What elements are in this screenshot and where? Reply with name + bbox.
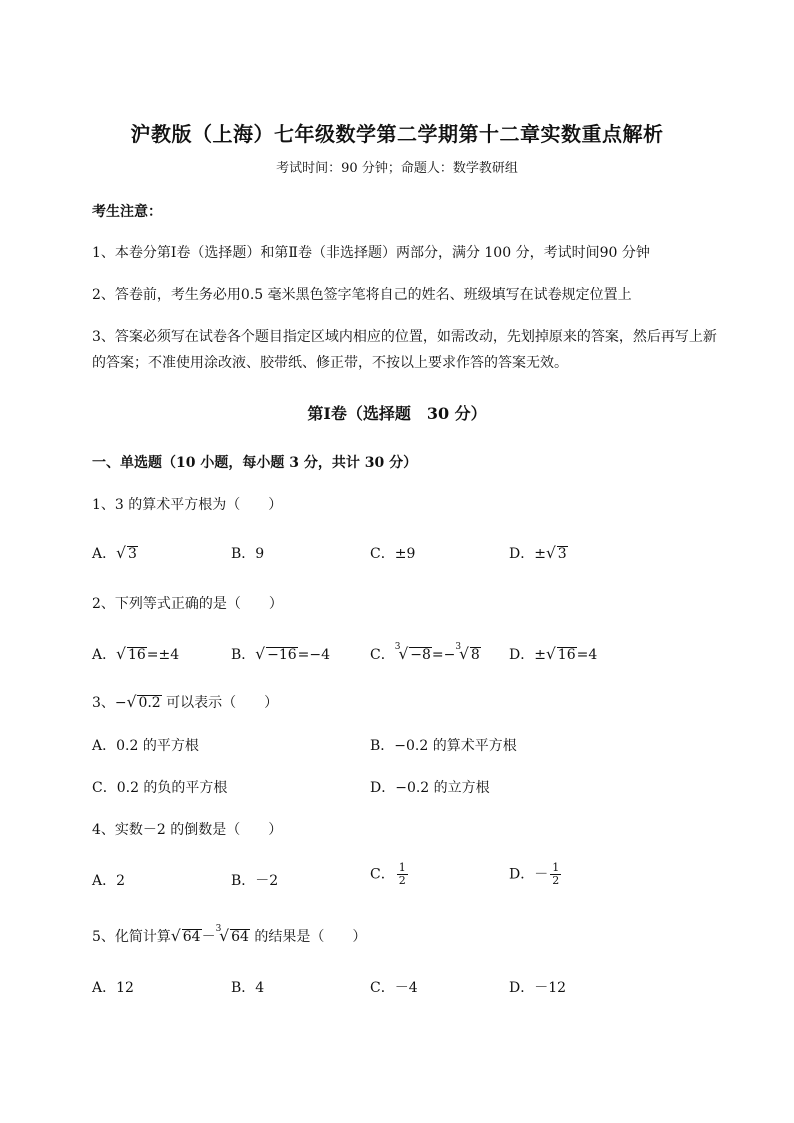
root-index: 3 <box>394 642 401 652</box>
exam-info: 考试时间：90 分钟；命题人：数学教研组 <box>276 161 518 176</box>
expression-rest: =±4 <box>146 647 180 663</box>
denominator: 2 <box>552 874 560 888</box>
question-1-option-d <box>509 543 568 563</box>
fraction <box>550 862 561 887</box>
notice-item-3: 3、答案必须写在试卷各个题目指定区域内相应的位置，如需改动，先划掉原来的答案，然后再写上新 <box>92 329 717 345</box>
question-2-option-d <box>509 644 597 664</box>
question-2-option-c <box>370 644 481 664</box>
radicand: 16 <box>127 647 146 663</box>
option-label: C． <box>370 647 395 663</box>
question-1-option-c: C．±9 <box>370 546 416 562</box>
question-5-stem <box>92 926 366 946</box>
radicand: 64 <box>231 929 249 945</box>
sqrt-symbol: √ <box>116 544 126 562</box>
question-3-option-a: A．0.2 的平方根 <box>92 738 199 754</box>
question-3-stem <box>92 692 278 712</box>
expression-rest: =4 <box>576 647 598 663</box>
sqrt-symbol: √ <box>545 645 556 663</box>
stem-rest: 的结果是（ ） <box>249 929 367 945</box>
expression-rest: =−4 <box>297 647 331 663</box>
notice-item-1: 1、本卷分第Ⅰ卷（选择题）和第Ⅱ卷（非选择题）两部分，满分 100 分，考试时间90 分钟 <box>92 245 650 261</box>
radicand: 0.2 <box>138 695 161 711</box>
radicand: 8 <box>470 647 480 663</box>
question-5-option-c: C．－4 <box>370 980 418 996</box>
sqrt-symbol: √ <box>398 645 409 663</box>
question-1-option-a <box>92 543 138 563</box>
fraction <box>397 862 408 887</box>
question-4-option-a: A．2 <box>92 873 126 889</box>
stem-mid: － <box>201 929 216 945</box>
radicand: −8 <box>410 647 431 663</box>
question-5-option-a: A．12 <box>92 980 134 996</box>
question-3-option-d: D．−0.2 的立方根 <box>370 780 490 796</box>
sqrt-symbol: √ <box>219 927 230 945</box>
question-5-option-b: B．4 <box>231 980 265 996</box>
question-2-stem: 2、下列等式正确的是（ ） <box>92 596 283 612</box>
radicand: 3 <box>127 546 137 562</box>
numerator: 1 <box>552 861 560 874</box>
sqrt-symbol: √ <box>116 645 126 663</box>
stem-prefix: 5、化简计算 <box>92 929 171 945</box>
section-title: 第Ⅰ卷（选择题 30 分） <box>307 404 487 423</box>
radicand: 64 <box>182 929 201 945</box>
sqrt-symbol: √ <box>170 927 181 945</box>
radicand: 16 <box>557 647 576 663</box>
question-4-stem: 4、实数－2 的倒数是（ ） <box>92 822 283 838</box>
question-2-option-a <box>92 644 179 664</box>
question-4-option-b: B．－2 <box>231 873 279 889</box>
expression-mid: =− <box>431 647 456 663</box>
question-5-option-d: D．－12 <box>509 980 567 996</box>
option-label: A． <box>92 546 117 562</box>
stem-prefix: 3、− <box>92 695 127 711</box>
option-label: D．－ <box>509 866 549 883</box>
root-index: 3 <box>455 642 462 652</box>
radicand: 3 <box>557 546 567 562</box>
question-4-option-c <box>370 862 408 887</box>
page-title: 沪教版（上海）七年级数学第二学期第十二章实数重点解析 <box>130 122 664 146</box>
question-1-stem: 1、3 的算术平方根为（ ） <box>92 497 283 513</box>
notice-heading: 考生注意： <box>92 204 162 220</box>
sqrt-symbol: √ <box>255 645 266 663</box>
notice-item-2: 2、答卷前，考生务必用0.5 毫米黑色签字笔将自己的姓名、班级填写在试卷规定位置上 <box>92 287 632 303</box>
option-label: C． <box>370 866 395 883</box>
option-label: A． <box>92 647 117 663</box>
question-3-option-b: B．−0.2 的算术平方根 <box>370 738 517 754</box>
notice-item-3-cont: 的答案；不准使用涂改液、胶带纸、修正带，不按以上要求作答的答案无效。 <box>92 355 568 371</box>
radicand: −16 <box>267 647 297 663</box>
question-1-option-b: B．9 <box>231 546 265 562</box>
sqrt-symbol: √ <box>459 645 469 663</box>
sqrt-symbol: √ <box>545 544 556 562</box>
root-index: 3 <box>215 924 222 934</box>
sqrt-symbol: √ <box>126 693 137 711</box>
question-3-option-c: C．0.2 的负的平方根 <box>92 780 228 796</box>
denominator: 2 <box>398 874 406 888</box>
stem-rest: 可以表示（ ） <box>161 695 279 711</box>
part-heading: 一、单选题（10 小题，每小题 3 分，共计 30 分） <box>92 455 418 471</box>
question-2-option-b <box>231 644 330 664</box>
option-label: B． <box>231 647 256 663</box>
option-label: D．± <box>509 647 546 663</box>
numerator: 1 <box>398 861 406 874</box>
question-4-option-d <box>509 862 561 887</box>
option-label: D．± <box>509 546 546 562</box>
